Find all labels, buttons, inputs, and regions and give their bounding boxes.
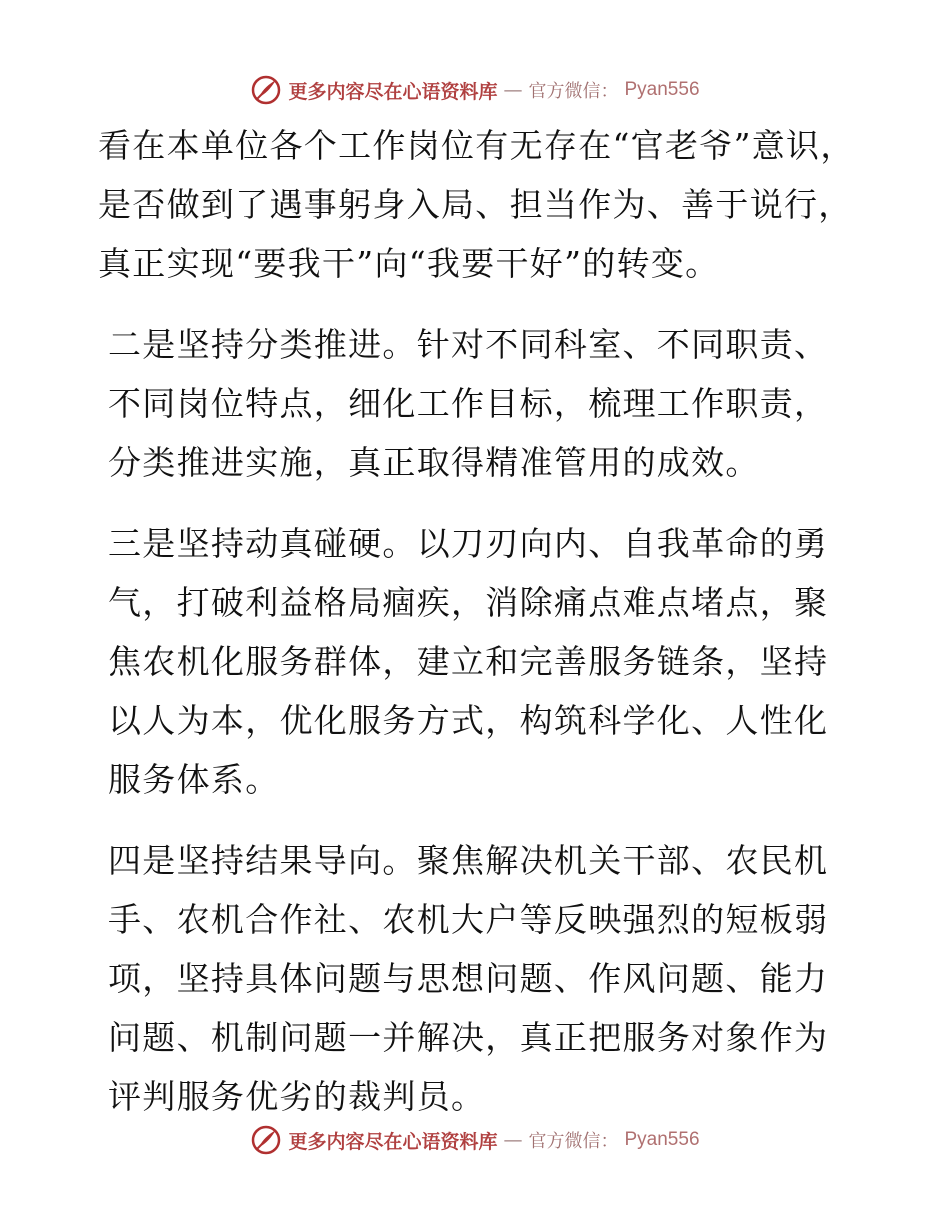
banner-wechat-label: 官方微信： bbox=[528, 81, 619, 102]
banner-text: 更多内容尽在心语资料库 bbox=[288, 1130, 498, 1153]
banner-separator: — bbox=[503, 1129, 523, 1151]
feather-pen-logo-icon bbox=[250, 1124, 282, 1156]
footer-banner bbox=[0, 1120, 950, 1160]
header-banner bbox=[0, 70, 950, 110]
paragraph-point-two: 二是坚持分类推进。针对不同科室、不同职责、不同岗位特点，细化工作目标，梳理工作职责，分类推进实施，真正取得精准管用的成效。 bbox=[108, 325, 829, 482]
banner-text: 更多内容尽在心语资料库 bbox=[288, 80, 498, 103]
banner-separator: — bbox=[503, 79, 523, 101]
banner-wechat-label: 官方微信： bbox=[528, 1131, 619, 1152]
paragraph-point-four: 四是坚持结果导向。聚焦解决机关干部、农民机手、农机合作社、农机大户等反映强烈的短板弱项，坚持具体问题与思想问题、作风问题、能力问题、机制问题一并解决，真正把服务对象作为评判服务优劣的裁判员。 bbox=[108, 841, 829, 1116]
paragraph-point-three: 三是坚持动真碰硬。以刀刃向内、自我革命的勇气，打破利益格局痼疾，消除痛点难点堵点，聚焦农机化服务群体，建立和完善服务链条，坚持以人为本，优化服务方式，构筑科学化、人性化服务体系。 bbox=[108, 524, 829, 799]
banner-wechat-id: Pyan556 bbox=[624, 79, 700, 100]
feather-pen-logo-icon bbox=[250, 74, 282, 106]
paragraph-continuation: 看在本单位各个工作岗位有无存在“官老爷”意识，是否做到了遇事躬身入局、担当作为、善于说行，真正实现“要我干”向“我要干好”的转变。 bbox=[98, 126, 855, 283]
document-body bbox=[98, 116, 858, 1148]
banner-wechat-id: Pyan556 bbox=[624, 1129, 700, 1150]
